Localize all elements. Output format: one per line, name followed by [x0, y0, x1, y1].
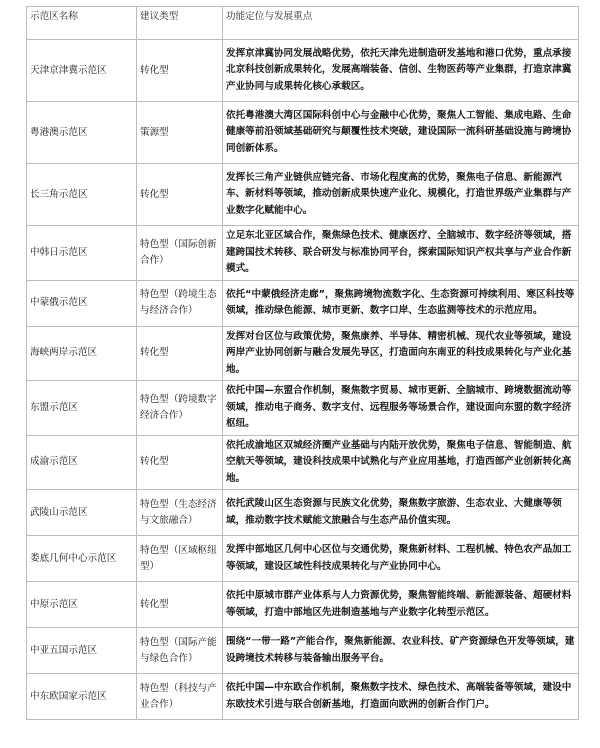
zone-name-cell: 武陵山示范区	[27, 490, 137, 536]
table-row	[27, 164, 579, 226]
zone-description-cell: 依托中国—东盟合作机制，聚焦数字贸易、城市更新、全脑城市、跨境数据流动等领域，推动电子商务、数字支付、远程服务等场景合作，建设面向东盟的数字经济枢纽。	[223, 381, 579, 436]
header-zone-name: 示范区名称	[27, 7, 137, 40]
table-row	[27, 326, 579, 381]
zone-name-cell: 成渝示范区	[27, 435, 137, 490]
zone-name-cell: 中韩日示范区	[27, 226, 137, 281]
zone-type-cell: 转化型	[137, 582, 223, 628]
table-row	[27, 381, 579, 436]
zone-type-cell: 转化型	[137, 164, 223, 226]
zone-description-cell: 围绕“一带一路”产能合作，聚焦新能源、农业科技、矿产资源绿色开发等领域，建设跨境技术转移与装备输出服务平台。	[223, 628, 579, 674]
table-row	[27, 226, 579, 281]
zone-name-cell: 中原示范区	[27, 582, 137, 628]
table-row	[27, 490, 579, 536]
zone-name-cell: 娄底几何中心示范区	[27, 536, 137, 582]
zone-name-cell: 中蒙俄示范区	[27, 280, 137, 326]
header-function-positioning: 功能定位与发展重点	[223, 7, 579, 40]
header-row	[27, 7, 579, 40]
table-row	[27, 536, 579, 582]
zone-description-cell: 依托中原城市群产业体系与人力资源优势，聚焦智能终端、新能源装备、超硬材料等领域，打造中部地区先进制造基地与产业数字化转型示范区。	[223, 582, 579, 628]
zone-type-cell: 转化型	[137, 326, 223, 381]
zone-description-cell: 依托中国—中东欧合作机制，聚焦数字技术、绿色技术、高端装备等领域，建设中东欧技术引进与联合创新基地，打造面向欧洲的创新合作门户。	[223, 674, 579, 720]
zone-description-cell: 发挥京津冀协同发展战略优势，依托天津先进制造研发基地和港口优势，重点承接北京科技创新成果转化，发展高端装备、信创、生物医药等产业集群，打造京津冀产业协同与成果转化核心承载区。	[223, 40, 579, 102]
table-row	[27, 582, 579, 628]
zone-name-cell: 长三角示范区	[27, 164, 137, 226]
zone-type-cell: 特色型（国际创新合作）	[137, 226, 223, 281]
table-row	[27, 280, 579, 326]
zone-type-cell: 策源型	[137, 102, 223, 164]
zone-description-cell: 立足东北亚区域合作，聚焦绿色技术、健康医疗、全脑城市、数字经济等领域，搭建跨国技术转移、联合研发与标准协同平台，探索国际知识产权共享与产业合作新模式。	[223, 226, 579, 281]
zone-type-cell: 特色型（跨境数字经济合作）	[137, 381, 223, 436]
table-row	[27, 674, 579, 720]
zone-type-cell: 特色型（科技与产业合作）	[137, 674, 223, 720]
zone-type-cell: 特色型（国际产能与绿色合作）	[137, 628, 223, 674]
zone-type-cell: 转化型	[137, 40, 223, 102]
zone-name-cell: 东盟示范区	[27, 381, 137, 436]
demonstration-zone-table	[26, 6, 579, 720]
zone-description-cell: 依托粤港澳大湾区国际科创中心与金融中心优势，聚焦人工智能、集成电路、生命健康等前沿领域基础研究与颠覆性技术突破，建设国际一流科研基础设施与跨境协同创新体系。	[223, 102, 579, 164]
zone-name-cell: 中东欧国家示范区	[27, 674, 137, 720]
zone-description-cell: 发挥中部地区几何中心区位与交通优势，聚焦新材料、工程机械、特色农产品加工等领域，建设区域性科技成果转化与产业协同中心。	[223, 536, 579, 582]
zone-description-cell: 发挥对台区位与政策优势，聚焦康养、半导体、精密机械、现代农业等领域，建设两岸产业协同创新与融合发展先导区，打造面向东南亚的科技成果转化与产业化基地。	[223, 326, 579, 381]
zone-type-cell: 特色型（跨境生态与经济合作）	[137, 280, 223, 326]
zone-name-cell: 天津京津冀示范区	[27, 40, 137, 102]
table-row	[27, 628, 579, 674]
zone-name-cell: 粤港澳示范区	[27, 102, 137, 164]
zone-description-cell: 依托成渝地区双城经济圈产业基础与内陆开放优势，聚焦电子信息、智能制造、航空航天等领域，建设科技成果中试熟化与产业应用基地，打造西部产业创新转化高地。	[223, 435, 579, 490]
zone-type-cell: 特色型（区域枢纽型）	[137, 536, 223, 582]
zone-description-cell: 依托“中蒙俄经济走廊”，聚焦跨境物流数字化、生态资源可持续利用、寒区科技等领域，推动绿色能源、城市更新、数字口岸、生态监测等技术的示范应用。	[223, 280, 579, 326]
table-header	[27, 7, 579, 40]
zone-type-cell: 特色型（生态经济与文旅融合）	[137, 490, 223, 536]
zone-description-cell: 发挥长三角产业链供应链完备、市场化程度高的优势，聚焦电子信息、新能源汽车、新材料等领域，推动创新成果快速产业化、规模化，打造世界级产业集群与产业数字化赋能中心。	[223, 164, 579, 226]
zone-name-cell: 中亚五国示范区	[27, 628, 137, 674]
header-suggested-type: 建议类型	[137, 7, 223, 40]
zone-type-cell: 转化型	[137, 435, 223, 490]
zone-description-cell: 依托武陵山区生态资源与民族文化优势，聚焦数字旅游、生态农业、大健康等领域，推动数字技术赋能文旅融合与生态产品价值实现。	[223, 490, 579, 536]
table-row	[27, 40, 579, 102]
zone-name-cell: 海峡两岸示范区	[27, 326, 137, 381]
table-row	[27, 102, 579, 164]
table-body	[27, 40, 579, 720]
table-row	[27, 435, 579, 490]
